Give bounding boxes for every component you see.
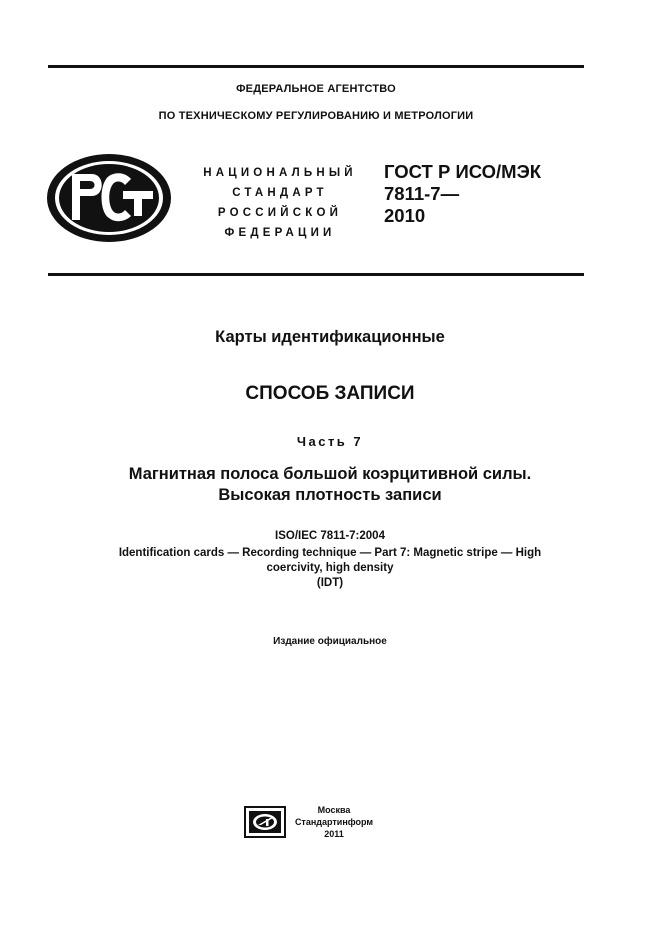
standard-code bbox=[384, 161, 541, 227]
iso-equivalence: (IDT) bbox=[316, 577, 344, 589]
publisher-city: Москва bbox=[317, 805, 351, 815]
publication-year: 2011 bbox=[324, 829, 344, 839]
top-rule bbox=[48, 65, 584, 68]
agency-line-2: ПО ТЕХНИЧЕСКОМУ РЕГУЛИРОВАНИЮ И МЕТРОЛОГИИ bbox=[158, 110, 474, 122]
part-title-line-1: Магнитная полоса большой коэрцитивной силы. bbox=[128, 465, 532, 483]
part-number: Часть 7 bbox=[296, 434, 364, 449]
publisher-name: Стандартинформ bbox=[294, 817, 374, 827]
agency-line-1: ФЕДЕРАЛЬНОЕ АГЕНТСТВО bbox=[236, 83, 396, 95]
standard-code-line-1: ГОСТ Р ИСО/МЭК bbox=[384, 161, 542, 182]
national-standard-line-1: НАЦИОНАЛЬНЫЙ bbox=[203, 167, 357, 179]
part-title-line-2: Высокая плотность записи bbox=[218, 486, 442, 504]
iso-title-line-2: coercivity, high density bbox=[266, 562, 394, 574]
iso-reference: ISO/IEC 7811-7:2004 bbox=[275, 530, 385, 542]
iso-title-line-1: Identification cards — Recording technique — Part 7: Magnetic stripe — High bbox=[118, 547, 542, 559]
national-standard-line-2: СТАНДАРТ bbox=[232, 187, 328, 199]
rst-certification-mark-icon bbox=[45, 152, 173, 244]
standard-code-line-3: 2010 bbox=[384, 205, 426, 226]
standartinform-logo-icon bbox=[244, 806, 286, 838]
standard-code-line-2: 7811-7— bbox=[384, 183, 460, 204]
edition-note: Издание официальное bbox=[273, 636, 387, 647]
national-standard-line-4: ФЕДЕРАЦИИ bbox=[224, 227, 336, 239]
document-subject: СПОСОБ ЗАПИСИ bbox=[245, 383, 415, 404]
middle-rule bbox=[48, 273, 584, 276]
national-standard-line-3: РОССИЙСКОЙ bbox=[217, 207, 343, 219]
document-title: Карты идентификационные bbox=[215, 328, 445, 346]
